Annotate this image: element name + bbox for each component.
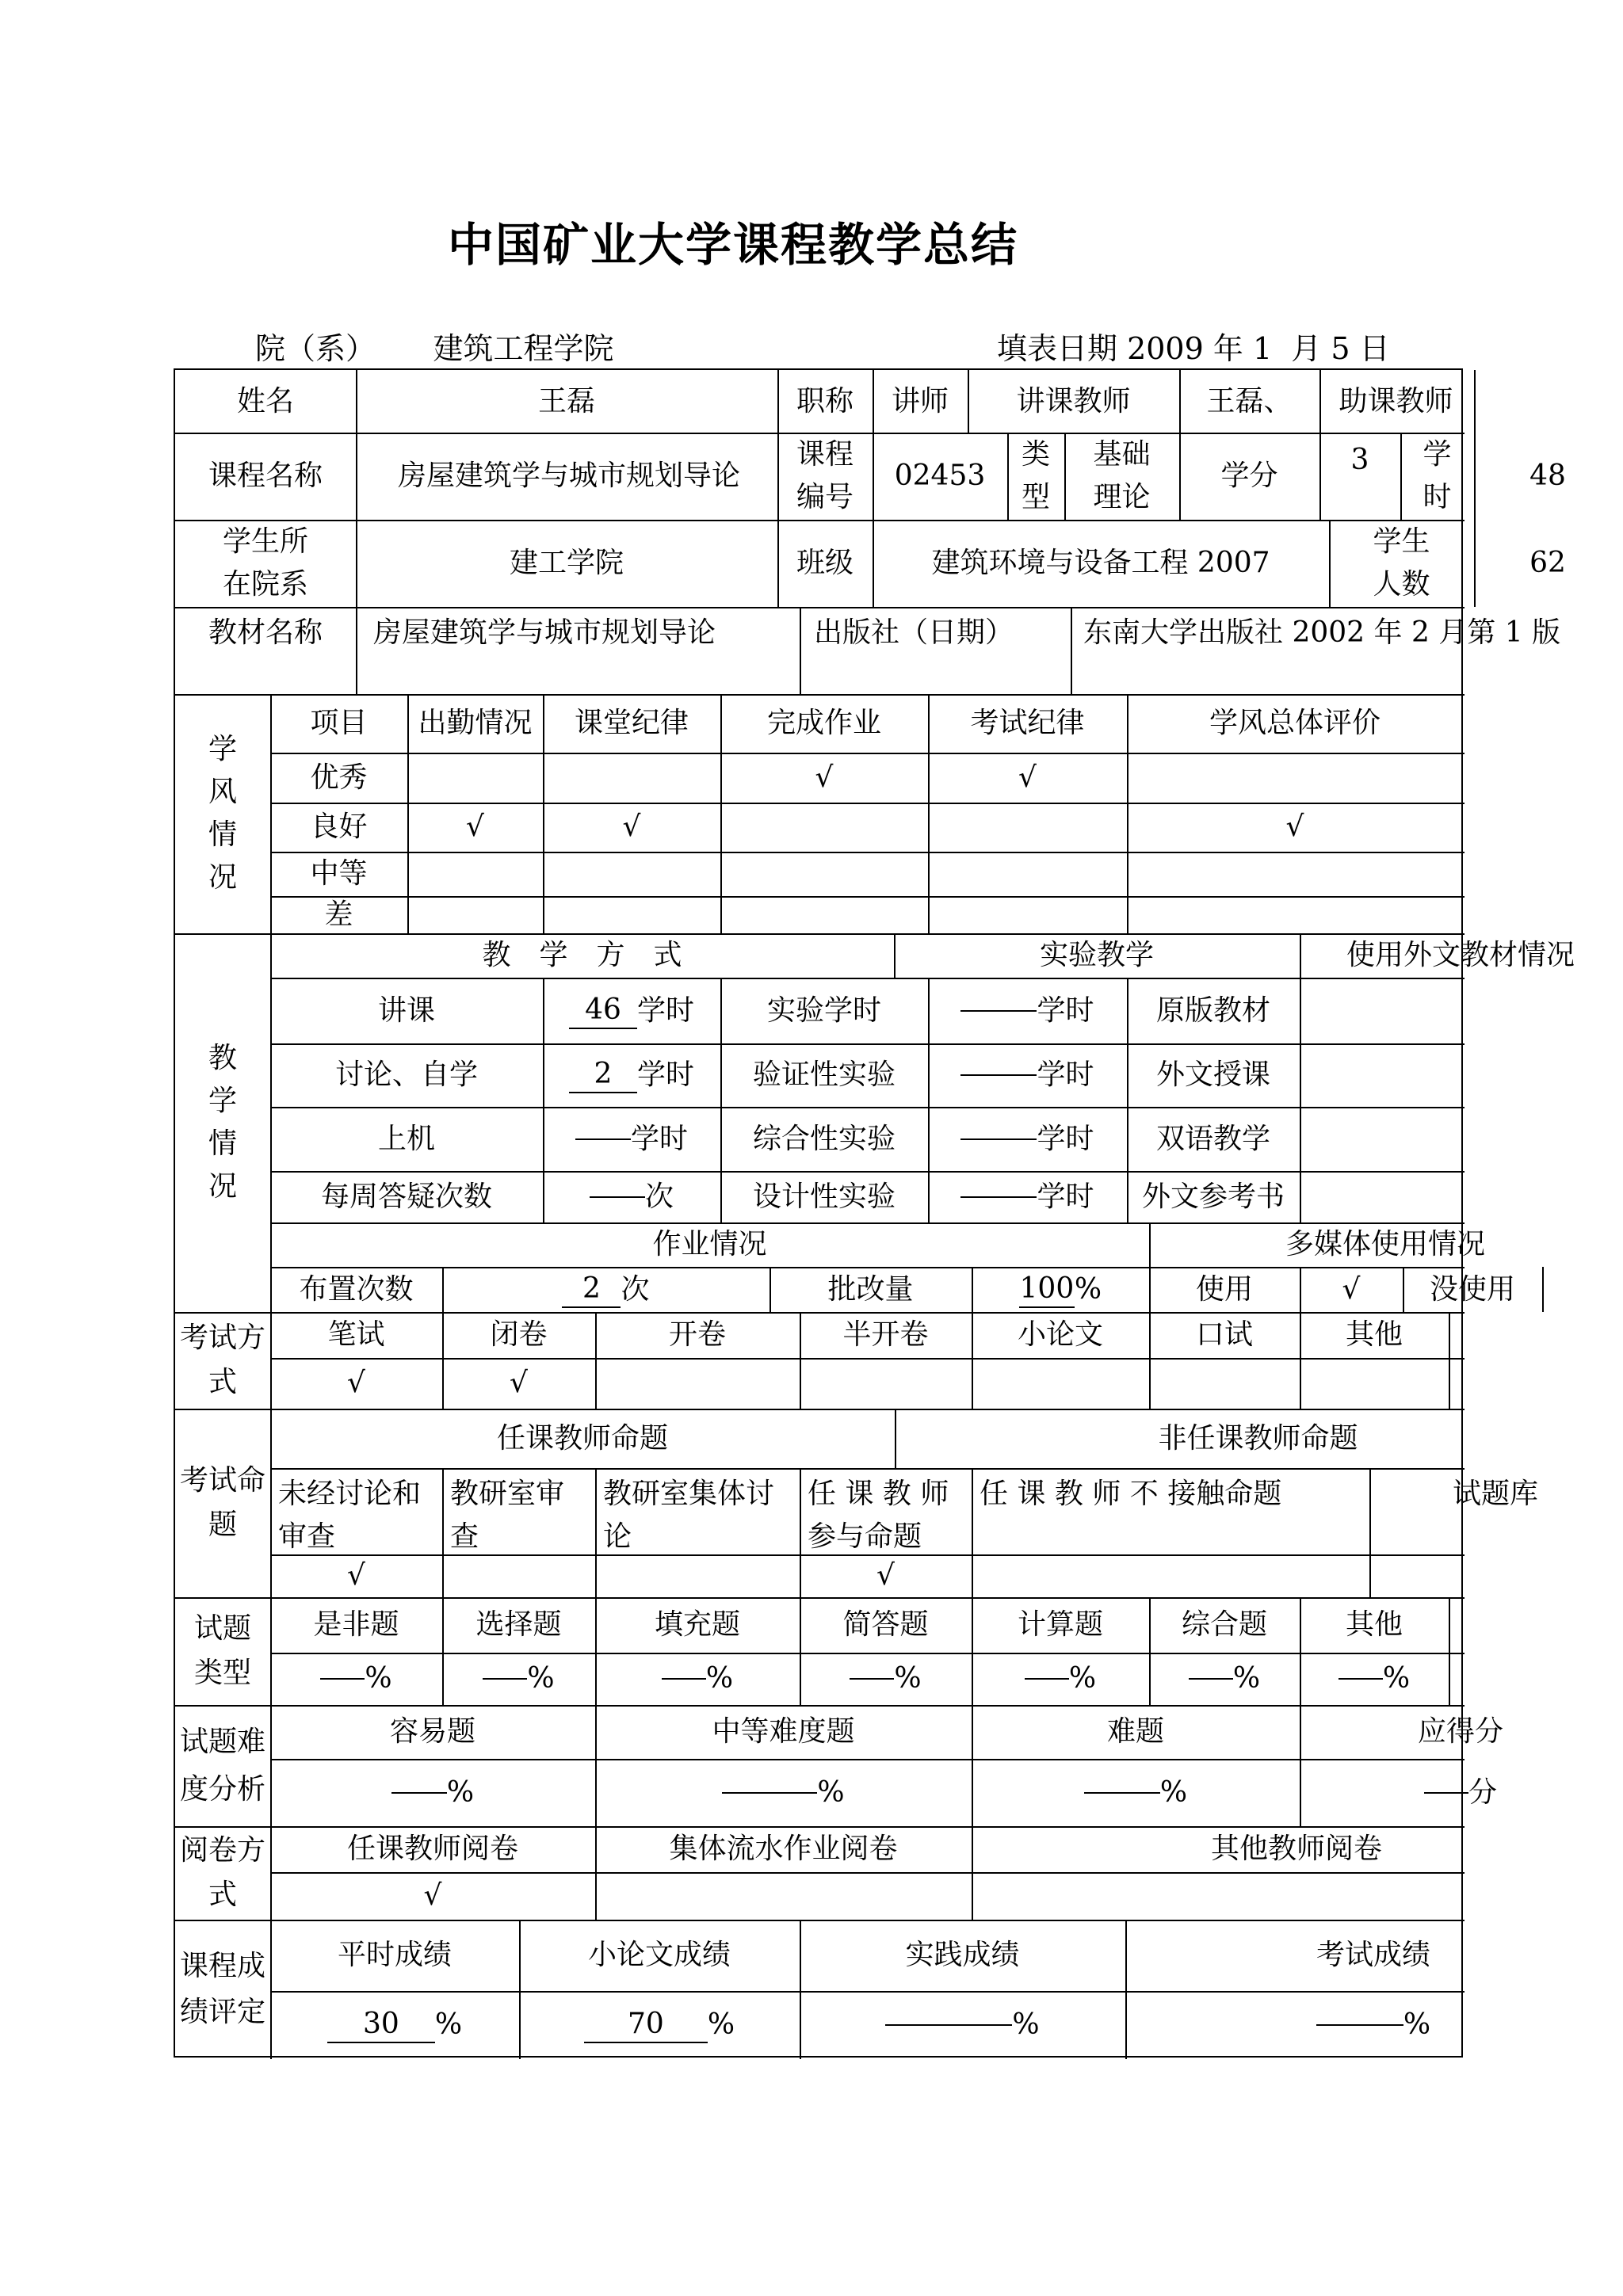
grading-unit: % (1012, 2008, 1040, 2041)
difficulty-blank (1084, 1792, 1160, 1794)
multimedia-nouse-label: 没使用 (1429, 1272, 1515, 1306)
lab-hours-blank (960, 1196, 1037, 1198)
style-mark (720, 896, 928, 933)
difficulty-blank (391, 1792, 447, 1794)
student-dept-label: 学生所在院系 (222, 525, 308, 601)
teaching-mode-hours (543, 1171, 720, 1222)
question-type-percent (270, 1653, 442, 1705)
exam-mode-mark (1300, 1358, 1449, 1409)
question-type-percent (442, 1653, 595, 1705)
class-value: 建筑环境与设备工程 2007 (931, 547, 1270, 579)
style-mark (543, 852, 720, 896)
difficulty-unit: % (817, 1775, 845, 1809)
question-type-header: 其他 (1345, 1608, 1403, 1641)
lab-hours-blank (960, 1138, 1037, 1140)
lab-item: 综合性实验 (752, 1122, 896, 1155)
lab-hours-blank (960, 1074, 1037, 1076)
exam-mode-mark (800, 1358, 972, 1409)
difficulty-value (1300, 1759, 1621, 1826)
grade-amount-value (972, 1267, 1149, 1312)
grading-number (1316, 2024, 1403, 2026)
multimedia-use-label: 使用 (1195, 1272, 1253, 1306)
foreign-item: 双语教学 (1155, 1122, 1270, 1155)
exam-mode-mark: √ (510, 1367, 528, 1399)
question-percent-unit: % (894, 1662, 922, 1695)
grading-number: 30 (327, 2007, 435, 2043)
lab-hours-unit: 学时 (1037, 994, 1094, 1027)
rank-label: 职称 (796, 384, 854, 418)
exam-mode-mark (972, 1358, 1149, 1409)
difficulty-label: 试题难度分析 (179, 1725, 265, 1806)
assign-count-cell (442, 1267, 769, 1312)
grading-value (519, 1991, 800, 2059)
question-percent-blank (1025, 1678, 1069, 1680)
hours-label: 学时 (1423, 438, 1452, 513)
student-count-value: 62 (1529, 547, 1566, 579)
study-style-label: 学风情况 (208, 733, 237, 894)
question-percent-unit: % (1232, 1662, 1261, 1695)
exam-mode-header: 闭卷 (490, 1318, 548, 1351)
textbook-label: 教材名称 (208, 616, 323, 649)
other-teacher-title: 非任课教师命题 (1158, 1421, 1358, 1455)
question-type-header: 简答题 (842, 1608, 929, 1641)
lecturer-value: 王磊、 (1206, 384, 1293, 418)
exam-mode-label: 考试方式 (180, 1322, 266, 1398)
exam-mode-mark: √ (347, 1367, 365, 1399)
style-level: 差 (324, 898, 353, 931)
difficulty-unit: 分 (1468, 1775, 1497, 1809)
department-label: 院（系） (255, 331, 376, 366)
hours-value: 48 (1529, 460, 1566, 492)
exam-mode-header: 笔试 (327, 1318, 385, 1351)
style-mark: √ (1285, 810, 1304, 843)
style-mark (1127, 896, 1463, 933)
question-percent-blank (662, 1678, 706, 1680)
mode-hours-value (590, 1196, 645, 1198)
marking-header: 任课教师阅卷 (346, 1833, 518, 1865)
question-type-label: 试题类型 (194, 1612, 252, 1689)
exam-setting-mark (1369, 1554, 1621, 1597)
mode-hours-unit: 学时 (630, 1122, 688, 1155)
style-mark (407, 852, 543, 896)
question-percent-blank (483, 1678, 527, 1680)
assistant-label: 助课教师 (1338, 384, 1453, 418)
name-label: 姓名 (236, 384, 294, 418)
type-value: 基础理论 (1093, 438, 1151, 513)
grading-header: 考试成绩 (1316, 1939, 1430, 1971)
lab-hours (928, 1107, 1127, 1171)
lab-item: 设计性实验 (752, 1180, 896, 1213)
difficulty-blank (1424, 1792, 1468, 1794)
exam-setting-header: 教研室集体讨论 (603, 1478, 775, 1553)
grade-amount-label: 批改量 (827, 1272, 914, 1306)
question-type-header: 是非题 (313, 1608, 399, 1641)
assign-count-unit: 次 (621, 1272, 650, 1306)
difficulty-value (595, 1759, 972, 1826)
grading-number: 70 (584, 2007, 708, 2043)
style-mark (928, 803, 1127, 852)
exam-mode-header: 口试 (1195, 1318, 1253, 1351)
name-value: 王磊 (537, 384, 595, 418)
question-type-percent (1149, 1653, 1300, 1705)
style-header: 学风总体评价 (1209, 707, 1381, 739)
lab-hours (928, 978, 1127, 1043)
style-level: 优秀 (310, 761, 368, 794)
department-value: 建筑工程学院 (433, 331, 614, 366)
style-mark (407, 753, 543, 803)
grading-value (1125, 1991, 1621, 2059)
multimedia-use-mark: √ (1342, 1272, 1361, 1306)
style-mark: √ (1018, 761, 1037, 794)
question-percent-blank (320, 1678, 365, 1680)
exam-setting-mark: √ (347, 1559, 365, 1592)
exam-mode-header: 小论文 (1017, 1318, 1103, 1351)
difficulty-blank (722, 1792, 817, 1794)
exam-setting-header: 未经讨论和审查 (278, 1478, 422, 1553)
grading-unit: % (434, 2008, 463, 2041)
own-teacher-title: 任课教师命题 (496, 1421, 668, 1455)
exam-setting-mark: √ (876, 1559, 895, 1592)
fill-date: 填表日期 2009 年 1 月 5 日 (997, 331, 1390, 366)
grading-label: 课程成绩评定 (179, 1950, 265, 2028)
exam-mode-header: 半开卷 (842, 1318, 929, 1351)
exam-mode-header: 其他 (1345, 1318, 1403, 1351)
grading-number (885, 2024, 1012, 2026)
grading-header: 小论文成绩 (587, 1939, 731, 1971)
difficulty-header: 中等难度题 (712, 1715, 855, 1748)
style-mark (928, 852, 1127, 896)
foreign-item: 原版教材 (1155, 994, 1270, 1027)
question-type-header: 选择题 (475, 1608, 562, 1641)
foreign-material-title: 使用外文教材情况 (1346, 939, 1575, 971)
marking-mark (595, 1872, 972, 1920)
exam-mode-mark (1149, 1358, 1300, 1409)
marking-header: 集体流水作业阅卷 (669, 1833, 898, 1865)
question-percent-blank (1338, 1678, 1383, 1680)
teaching-mode-hours (543, 978, 720, 1043)
exam-mode-header: 开卷 (668, 1318, 726, 1351)
mode-hours-unit: 学时 (636, 1058, 694, 1091)
foreign-item: 外文授课 (1155, 1058, 1270, 1091)
style-header: 出勤情况 (418, 707, 533, 739)
question-type-percent (1300, 1653, 1449, 1705)
lab-hours-unit: 学时 (1037, 1058, 1094, 1091)
credit-value: 3 (1350, 444, 1369, 476)
style-mark (720, 852, 928, 896)
rank-value: 讲师 (891, 384, 949, 418)
course-no-label: 课程编号 (796, 438, 854, 513)
mode-hours-unit: 次 (644, 1180, 674, 1213)
lab-hours-blank (960, 1010, 1037, 1012)
difficulty-header: 应得分 (1417, 1715, 1503, 1748)
exam-setting-mark (595, 1554, 800, 1597)
mode-hours-value: 46 (569, 993, 637, 1029)
lab-hours (928, 1043, 1127, 1107)
question-type-header: 计算题 (1017, 1608, 1103, 1641)
question-percent-blank (1189, 1678, 1233, 1680)
assign-count-number: 2 (562, 1272, 621, 1308)
lab-hours-unit: 学时 (1037, 1122, 1094, 1155)
style-mark (928, 896, 1127, 933)
question-percent-unit: % (365, 1662, 392, 1695)
publisher-label: 出版社（日期） (814, 616, 1014, 649)
course-no-value: 02453 (894, 460, 986, 492)
question-percent-blank (850, 1678, 894, 1680)
student-dept-value: 建工学院 (509, 547, 624, 579)
exam-setting-header: 任 课 教 师 不 接触命题 (980, 1478, 1282, 1510)
question-type-percent (595, 1653, 800, 1705)
exam-setting-header: 试题库 (1452, 1478, 1538, 1510)
style-mark: √ (622, 810, 641, 843)
lecturer-label: 讲课教师 (1016, 384, 1131, 418)
difficulty-header: 容易题 (389, 1715, 475, 1748)
grade-amount-unit: % (1074, 1272, 1102, 1306)
style-mark: √ (466, 810, 484, 843)
question-type-header: 填充题 (654, 1608, 740, 1641)
course-name-label: 课程名称 (208, 460, 323, 492)
grade-amount-number: 100 (1019, 1272, 1075, 1308)
style-level: 中等 (310, 857, 368, 890)
grading-unit: % (1403, 2008, 1431, 2041)
style-mark (543, 753, 720, 803)
exam-setting-label: 考试命题 (180, 1464, 266, 1541)
teaching-mode-hours (543, 1107, 720, 1171)
mode-hours-value (575, 1138, 631, 1140)
teaching-mode-hours (543, 1043, 720, 1107)
grading-value (270, 1991, 519, 2059)
question-type-percent (972, 1653, 1149, 1705)
exam-setting-header: 任 课 教 师参与命题 (808, 1478, 949, 1553)
page-title: 中国矿业大学课程教学总结 (447, 218, 1018, 272)
mode-hours-value: 2 (569, 1057, 637, 1093)
question-type-percent (800, 1653, 972, 1705)
difficulty-value (270, 1759, 595, 1826)
style-mark (1127, 753, 1463, 803)
lab-teaching-title: 实验教学 (1039, 939, 1154, 971)
lab-hours (928, 1171, 1127, 1222)
style-mark (407, 896, 543, 933)
summary-table (174, 368, 1575, 2058)
teaching-mode-title: 教 学 方 式 (482, 939, 682, 971)
type-label: 类型 (1021, 438, 1050, 513)
style-mark (1127, 852, 1463, 896)
lab-item: 验证性实验 (752, 1058, 896, 1091)
teaching-mode-item: 上机 (377, 1122, 435, 1155)
teaching-mode-item: 讲课 (377, 994, 435, 1027)
exam-setting-mark (442, 1554, 595, 1597)
class-label: 班级 (796, 547, 854, 579)
textbook-value: 房屋建筑学与城市规划导论 (373, 616, 716, 649)
difficulty-unit: % (1159, 1775, 1188, 1809)
mode-hours-unit: 学时 (636, 994, 694, 1027)
marking-mark (972, 1872, 1621, 1920)
question-percent-unit: % (1068, 1662, 1097, 1695)
teaching-label: 教学情况 (208, 1042, 237, 1203)
style-level: 良好 (310, 810, 368, 843)
difficulty-value (972, 1759, 1300, 1826)
style-header: 考试纪律 (970, 707, 1085, 739)
style-mark (720, 803, 928, 852)
grading-header: 实践成绩 (905, 1939, 1020, 1971)
exam-setting-mark (972, 1554, 1369, 1597)
department-line (255, 325, 614, 372)
homework-title: 作业情况 (652, 1228, 767, 1261)
credit-label: 学分 (1220, 460, 1278, 492)
question-type-header: 综合题 (1181, 1608, 1267, 1641)
grading-value (800, 1991, 1125, 2059)
style-header: 项目 (310, 707, 368, 739)
question-percent-unit: % (705, 1662, 734, 1695)
teaching-mode-item: 讨论、自学 (334, 1058, 478, 1091)
foreign-item: 外文参考书 (1141, 1180, 1285, 1213)
grading-unit: % (707, 2008, 735, 2041)
style-mark (543, 896, 720, 933)
assign-count-label: 布置次数 (299, 1272, 414, 1306)
student-count-label: 学生人数 (1373, 525, 1430, 601)
marking-header: 其他教师阅卷 (1210, 1833, 1382, 1865)
difficulty-unit: % (446, 1775, 475, 1809)
multimedia-title: 多媒体使用情况 (1285, 1228, 1485, 1261)
difficulty-header: 难题 (1106, 1715, 1164, 1748)
style-header: 课堂纪律 (574, 707, 689, 739)
question-percent-unit: % (527, 1662, 555, 1695)
lab-item: 实验学时 (766, 994, 881, 1027)
exam-mode-mark (595, 1358, 800, 1409)
question-percent-unit: % (1382, 1662, 1411, 1695)
marking-label: 阅卷方式 (180, 1834, 266, 1911)
course-name-value: 房屋建筑学与城市规划导论 (397, 460, 740, 492)
exam-setting-header: 教研室审查 (450, 1478, 565, 1553)
grading-header: 平时成绩 (337, 1939, 452, 1971)
style-header: 完成作业 (766, 707, 881, 739)
marking-mark: √ (423, 1879, 442, 1912)
style-mark: √ (815, 761, 834, 794)
publisher-value: 东南大学出版社 2002 年 2 月第 1 版 (1083, 616, 1561, 649)
teaching-mode-item: 每周答疑次数 (320, 1180, 492, 1213)
lab-hours-unit: 学时 (1037, 1180, 1094, 1213)
